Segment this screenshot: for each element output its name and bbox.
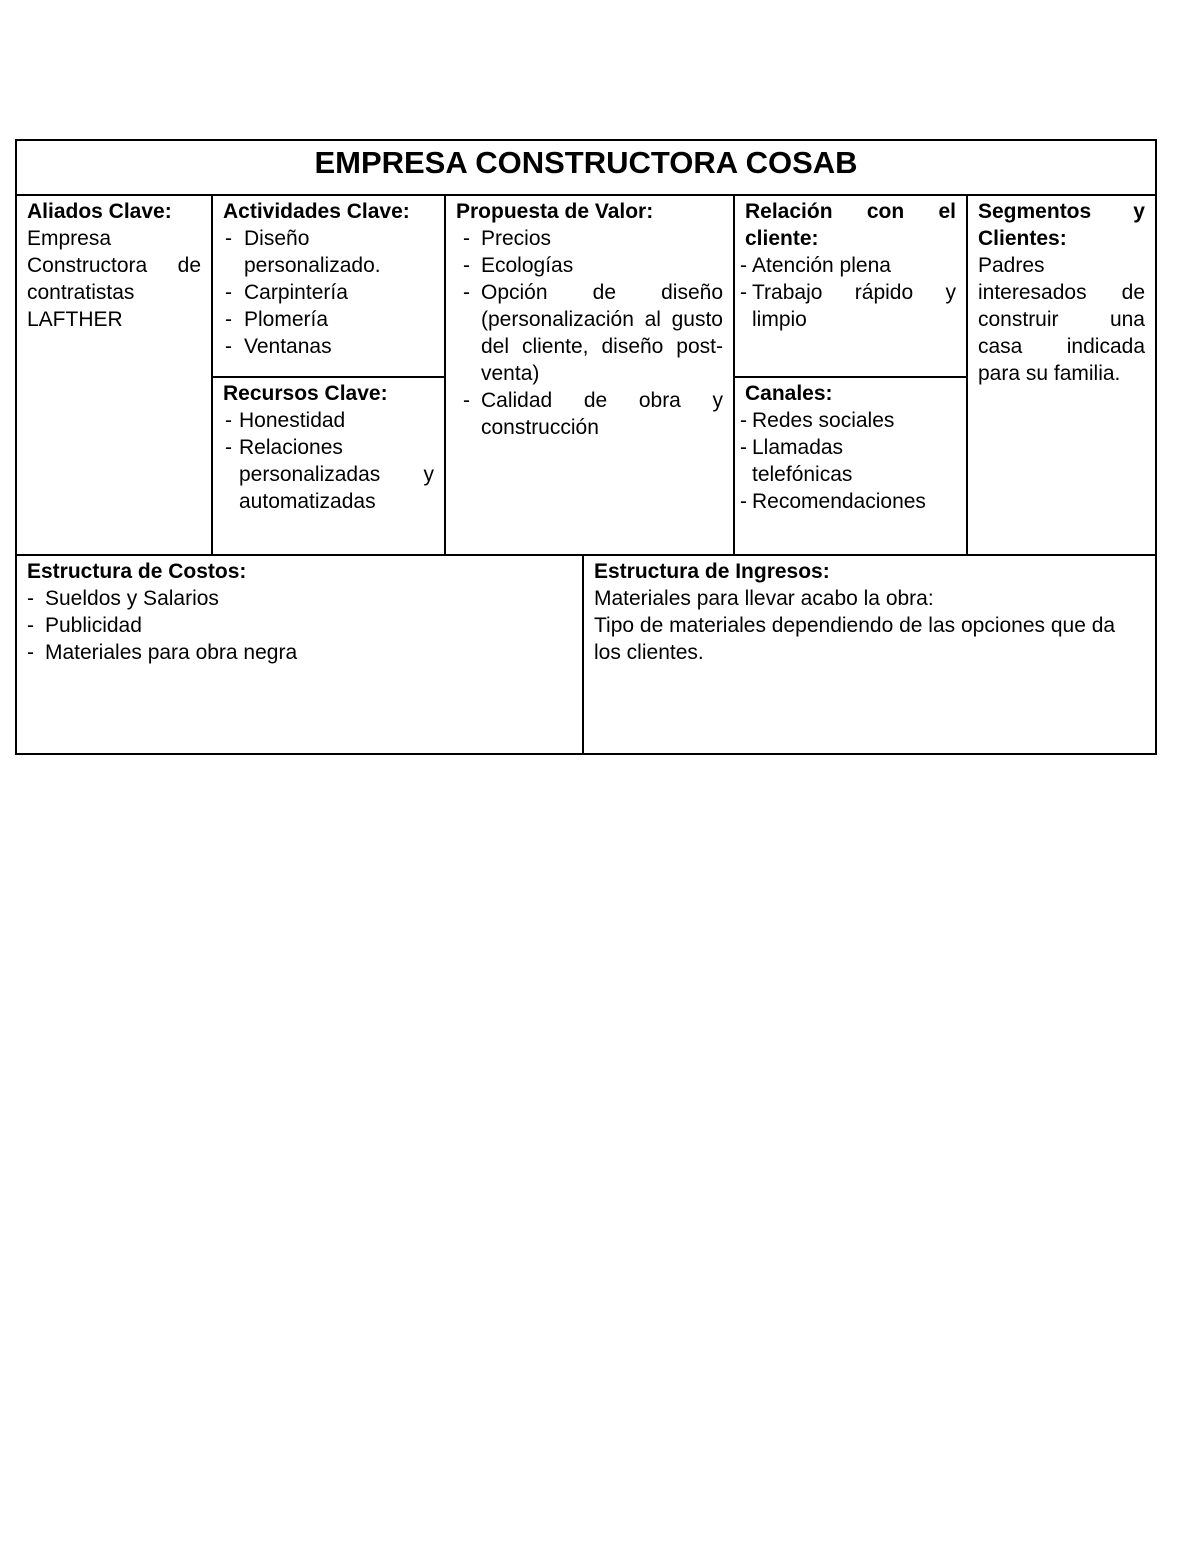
- ingresos-line: Tipo de materiales dependiendo de las opciones que da los clientes.: [594, 614, 1116, 664]
- estructura-costos-cell: [17, 556, 582, 753]
- list-item: - Llamadas telefónicas: [740, 434, 956, 488]
- canales-cell: [735, 378, 966, 554]
- list-item: - Opción de diseño (personalización al gusto del cliente, diseño post-venta): [462, 279, 723, 387]
- list-item: - Redes sociales: [740, 407, 956, 434]
- list-item: - Sueldos y Salarios: [27, 585, 572, 612]
- list-item: - Atención plena: [740, 252, 956, 279]
- aliados-heading: Aliados Clave:: [27, 200, 172, 223]
- aliados-clave-cell: [17, 196, 211, 554]
- segmentos-text: Padres interesados de construir una casa indicada para su familia.: [978, 254, 1145, 385]
- estructura-ingresos-cell: [584, 556, 1155, 753]
- actividades-clave-cell: [213, 196, 444, 376]
- list-item: - Precios: [462, 225, 723, 252]
- aliados-line: LAFTHER: [27, 308, 123, 331]
- list-item: - Ventanas: [223, 333, 434, 360]
- list-item: - Plomería: [223, 306, 434, 333]
- business-model-canvas: [15, 139, 1157, 755]
- aliados-line: Empresa: [27, 227, 112, 250]
- list-item: - Relaciones personalizadas y automatizadas: [223, 434, 434, 515]
- ingresos-line: Materiales para llevar acabo la obra:: [594, 587, 934, 610]
- actividades-heading: Actividades Clave:: [223, 200, 410, 223]
- list-item: - Ecologías: [462, 252, 723, 279]
- list-item: - Recomendaciones: [740, 488, 956, 515]
- segmentos-heading: Segmentos y Clientes:: [978, 200, 1145, 250]
- list-item: - Diseño personalizado.: [223, 225, 434, 279]
- aliados-line: contratistas: [27, 281, 135, 304]
- propuesta-heading: Propuesta de Valor:: [456, 200, 654, 223]
- aliados-word: de: [177, 254, 201, 277]
- aliados-line: [27, 252, 201, 279]
- recursos-heading: Recursos Clave:: [223, 382, 388, 405]
- canales-heading: Canales:: [745, 382, 833, 405]
- list-item: - Honestidad: [223, 407, 434, 434]
- ingresos-heading: Estructura de Ingresos:: [594, 560, 830, 583]
- recursos-clave-cell: [213, 378, 444, 554]
- list-item: - Trabajo rápido y limpio: [740, 279, 956, 333]
- costos-heading: Estructura de Costos:: [27, 560, 247, 583]
- list-item: - Publicidad: [27, 612, 572, 639]
- canvas-title: EMPRESA CONSTRUCTORA COSAB: [17, 141, 1155, 196]
- aliados-word: Constructora: [27, 254, 148, 277]
- propuesta-valor-cell: [446, 196, 733, 554]
- relacion-heading: Relación con el cliente:: [745, 200, 956, 250]
- list-item: - Carpintería: [223, 279, 434, 306]
- list-item: - Calidad de obra y construcción: [462, 387, 723, 441]
- relacion-cliente-cell: [735, 196, 966, 376]
- segmentos-clientes-cell: [968, 196, 1155, 554]
- list-item: - Materiales para obra negra: [27, 639, 572, 666]
